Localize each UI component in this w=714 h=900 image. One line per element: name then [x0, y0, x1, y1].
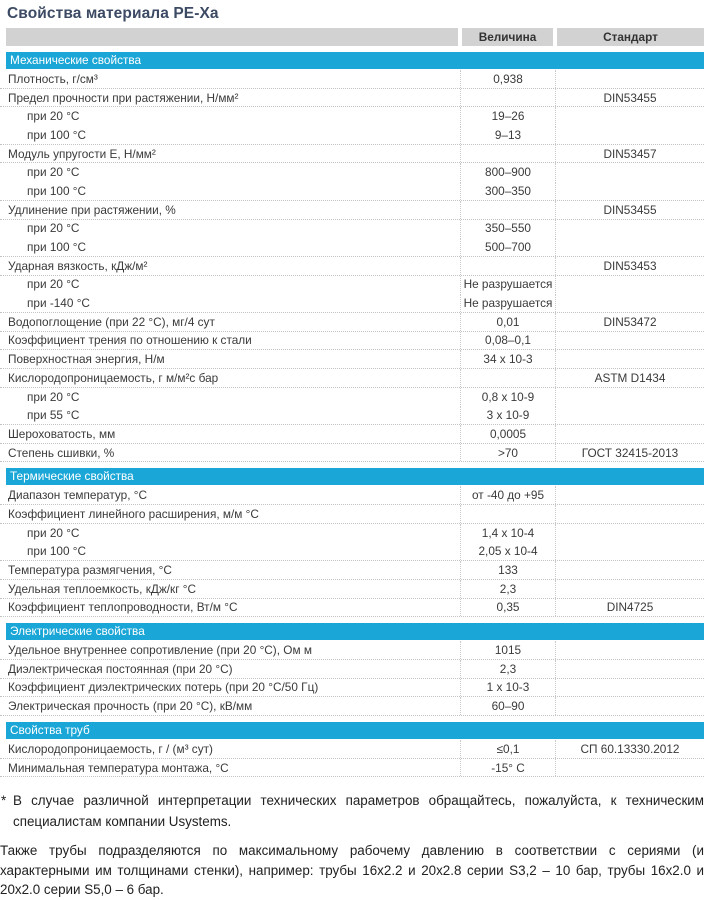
table-row: [0, 201, 704, 220]
property-label: Ударная вязкость, кДж/м²: [8, 258, 148, 273]
property-value: 0,0005: [460, 425, 555, 443]
table-row: [0, 660, 704, 679]
property-standard: [555, 505, 704, 523]
property-value: [460, 369, 555, 387]
property-value: 300–350: [460, 182, 555, 200]
property-label: Минимальная температура монтажа, °C: [8, 760, 229, 775]
table-row: [0, 313, 704, 332]
property-value: 350–550: [460, 220, 555, 238]
table-row: [0, 388, 704, 407]
property-value: 9–13: [460, 126, 555, 144]
property-value: 800–900: [460, 163, 555, 181]
table-row: [0, 89, 704, 108]
property-standard: [555, 388, 704, 406]
property-standard: DIN53453: [555, 257, 704, 275]
property-standard: [555, 406, 704, 424]
property-value: 0,08–0,1: [460, 332, 555, 350]
property-label: при 20 °C: [27, 221, 80, 236]
property-standard: [555, 70, 704, 88]
property-label: при 100 °C: [27, 183, 87, 198]
property-value: [460, 505, 555, 523]
property-value: 19–26: [460, 107, 555, 125]
table-row: [0, 294, 704, 313]
header-cell-value: Величина: [462, 28, 553, 46]
property-value: [460, 89, 555, 107]
property-value: 60–90: [460, 697, 555, 715]
table-row: [0, 238, 704, 257]
table-row: [0, 257, 704, 276]
property-standard: [555, 561, 704, 579]
property-label: Кислородопроницаемость, г / (м³ сут): [8, 741, 213, 756]
property-standard: [555, 332, 704, 350]
footnote-marker: *: [1, 793, 7, 809]
property-label: Модуль упругости E, Н/мм²: [8, 146, 156, 161]
table-row: [0, 182, 704, 201]
property-label: Плотность, г/см³: [8, 71, 98, 86]
property-label: Коэффициент трения по отношению к стали: [8, 333, 252, 348]
property-value: 34 x 10-3: [460, 350, 555, 368]
property-value: [460, 145, 555, 163]
property-value: 1,4 x 10-4: [460, 524, 555, 542]
property-label: Степень сшивки, %: [8, 445, 115, 460]
property-value: -15° C: [460, 759, 555, 777]
table-header-row: [6, 28, 704, 46]
property-label: Диэлектрическая постоянная (при 20 °C): [8, 661, 233, 676]
property-value: 1015: [460, 641, 555, 659]
property-standard: [555, 276, 704, 294]
header-cell-property: [6, 28, 458, 46]
property-standard: DIN53455: [555, 89, 704, 107]
property-label: Кислородопроницаемость, г м/м²с бар: [8, 370, 219, 385]
property-value: 133: [460, 561, 555, 579]
table-row: [0, 425, 704, 444]
property-label: Предел прочности при растяжении, Н/мм²: [8, 90, 239, 105]
table-row: [0, 220, 704, 239]
property-standard: [555, 486, 704, 504]
property-label: Удельное внутреннее сопротивление (при 20 °C), Ом м: [8, 643, 312, 658]
property-label: Шероховатость, мм: [8, 426, 116, 441]
property-value: ≤0,1: [460, 740, 555, 758]
property-label: при 20 °C: [27, 165, 80, 180]
table-row: [0, 145, 704, 164]
property-value: 0,01: [460, 313, 555, 331]
property-label: Удлинение при растяжении, %: [8, 202, 176, 217]
property-standard: [555, 759, 704, 777]
property-standard: [555, 238, 704, 256]
property-standard: [555, 182, 704, 200]
property-label: Поверхностная энергия, Н/м: [8, 352, 165, 367]
table-row: [0, 369, 704, 388]
table-row: [0, 505, 704, 524]
section-header: Свойства труб: [6, 722, 704, 739]
property-standard: [555, 220, 704, 238]
property-value: Не разрушается: [460, 294, 555, 312]
property-label: Температура размягчения, °C: [8, 563, 172, 578]
property-value: [460, 257, 555, 275]
property-standard: [555, 350, 704, 368]
property-standard: [555, 126, 704, 144]
table-row: [0, 599, 704, 618]
page-title: Свойства материала PE-Xa: [7, 5, 219, 22]
property-value: Не разрушается: [460, 276, 555, 294]
header-cell-standard: Стандарт: [557, 28, 704, 46]
table-row: [0, 679, 704, 698]
properties-table: [0, 52, 704, 777]
property-label: при 100 °C: [27, 240, 87, 255]
property-value: 0,35: [460, 599, 555, 617]
property-standard: [555, 107, 704, 125]
section-header: Электрические свойства: [6, 623, 704, 640]
table-row: [0, 406, 704, 425]
property-label: Водопоглощение (при 22 °C), мг/4 сут: [8, 314, 215, 329]
property-label: при 20 °C: [27, 389, 80, 404]
pipe-series-paragraph: Также трубы подразделяются по максимальному рабочему давлению в соответствии с сериями (и характерными им толщинами стенки), например: трубы 16х2.2 и 20х2.8 серии S3,2 – 10 бар, трубы 16х2.0 и 20х2.0 серии S5,0 – 6 бар.: [0, 843, 704, 898]
table-row: [0, 580, 704, 599]
property-label: Диапазон температур, °C: [8, 488, 147, 503]
property-standard: [555, 580, 704, 598]
property-label: при 100 °C: [27, 544, 87, 559]
property-standard: [555, 641, 704, 659]
table-row: [0, 107, 704, 126]
property-standard: DIN4725: [555, 599, 704, 617]
property-standard: [555, 679, 704, 697]
property-label: Коэффициент диэлектрических потерь (при 20 °C/50 Гц): [8, 680, 319, 695]
property-label: Электрическая прочность (при 20 °C), кВ/мм: [8, 699, 253, 714]
table-row: [0, 740, 704, 759]
property-standard: DIN53457: [555, 145, 704, 163]
property-value: 0,938: [460, 70, 555, 88]
property-value: 2,3: [460, 660, 555, 678]
property-label: Коэффициент линейного расширения, м/м °C: [8, 506, 259, 521]
property-value: от -40 до +95: [460, 486, 555, 504]
table-row: [0, 70, 704, 89]
table-row: [0, 126, 704, 145]
table-row: [0, 350, 704, 369]
property-label: при 20 °C: [27, 525, 80, 540]
property-standard: СП 60.13330.2012: [555, 740, 704, 758]
property-standard: ASTM D1434: [555, 369, 704, 387]
property-value: 3 x 10-9: [460, 406, 555, 424]
table-row: [0, 332, 704, 351]
property-standard: [555, 524, 704, 542]
table-row: [0, 543, 704, 562]
footnote: [0, 791, 704, 832]
property-standard: DIN53455: [555, 201, 704, 219]
section-header: Механические свойства: [6, 52, 704, 69]
property-label: Коэффициент теплопроводности, Вт/м °C: [8, 600, 238, 615]
property-label: при 55 °C: [27, 408, 80, 423]
property-value: [460, 201, 555, 219]
property-standard: [555, 425, 704, 443]
section-header: Термические свойства: [6, 468, 704, 485]
property-standard: [555, 543, 704, 561]
property-label: при -140 °C: [27, 296, 90, 311]
property-value: 500–700: [460, 238, 555, 256]
table-row: [0, 697, 704, 716]
property-standard: [555, 163, 704, 181]
table-row: [0, 524, 704, 543]
property-value: >70: [460, 444, 555, 462]
table-row: [0, 641, 704, 660]
property-standard: [555, 294, 704, 312]
property-standard: ГОСТ 32415-2013: [555, 444, 704, 462]
property-standard: [555, 697, 704, 715]
property-value: 2,3: [460, 580, 555, 598]
table-row: [0, 486, 704, 505]
footnote-text: В случае различной интерпретации технических параметров обращайтесь, пожалуйста, к техническим специалистам компании Usystems.: [13, 793, 704, 829]
property-value: 0,8 x 10-9: [460, 388, 555, 406]
property-standard: [555, 660, 704, 678]
property-standard: DIN53472: [555, 313, 704, 331]
table-row: [0, 276, 704, 295]
property-label: при 20 °C: [27, 109, 80, 124]
property-label: Удельная теплоемкость, кДж/кг °C: [8, 581, 197, 596]
property-label: при 20 °C: [27, 277, 80, 292]
property-label: при 100 °C: [27, 127, 87, 142]
property-value: 2,05 x 10-4: [460, 543, 555, 561]
table-row: [0, 163, 704, 182]
table-row: [0, 759, 704, 778]
table-row: [0, 444, 704, 463]
table-row: [0, 561, 704, 580]
property-value: 1 x 10-3: [460, 679, 555, 697]
